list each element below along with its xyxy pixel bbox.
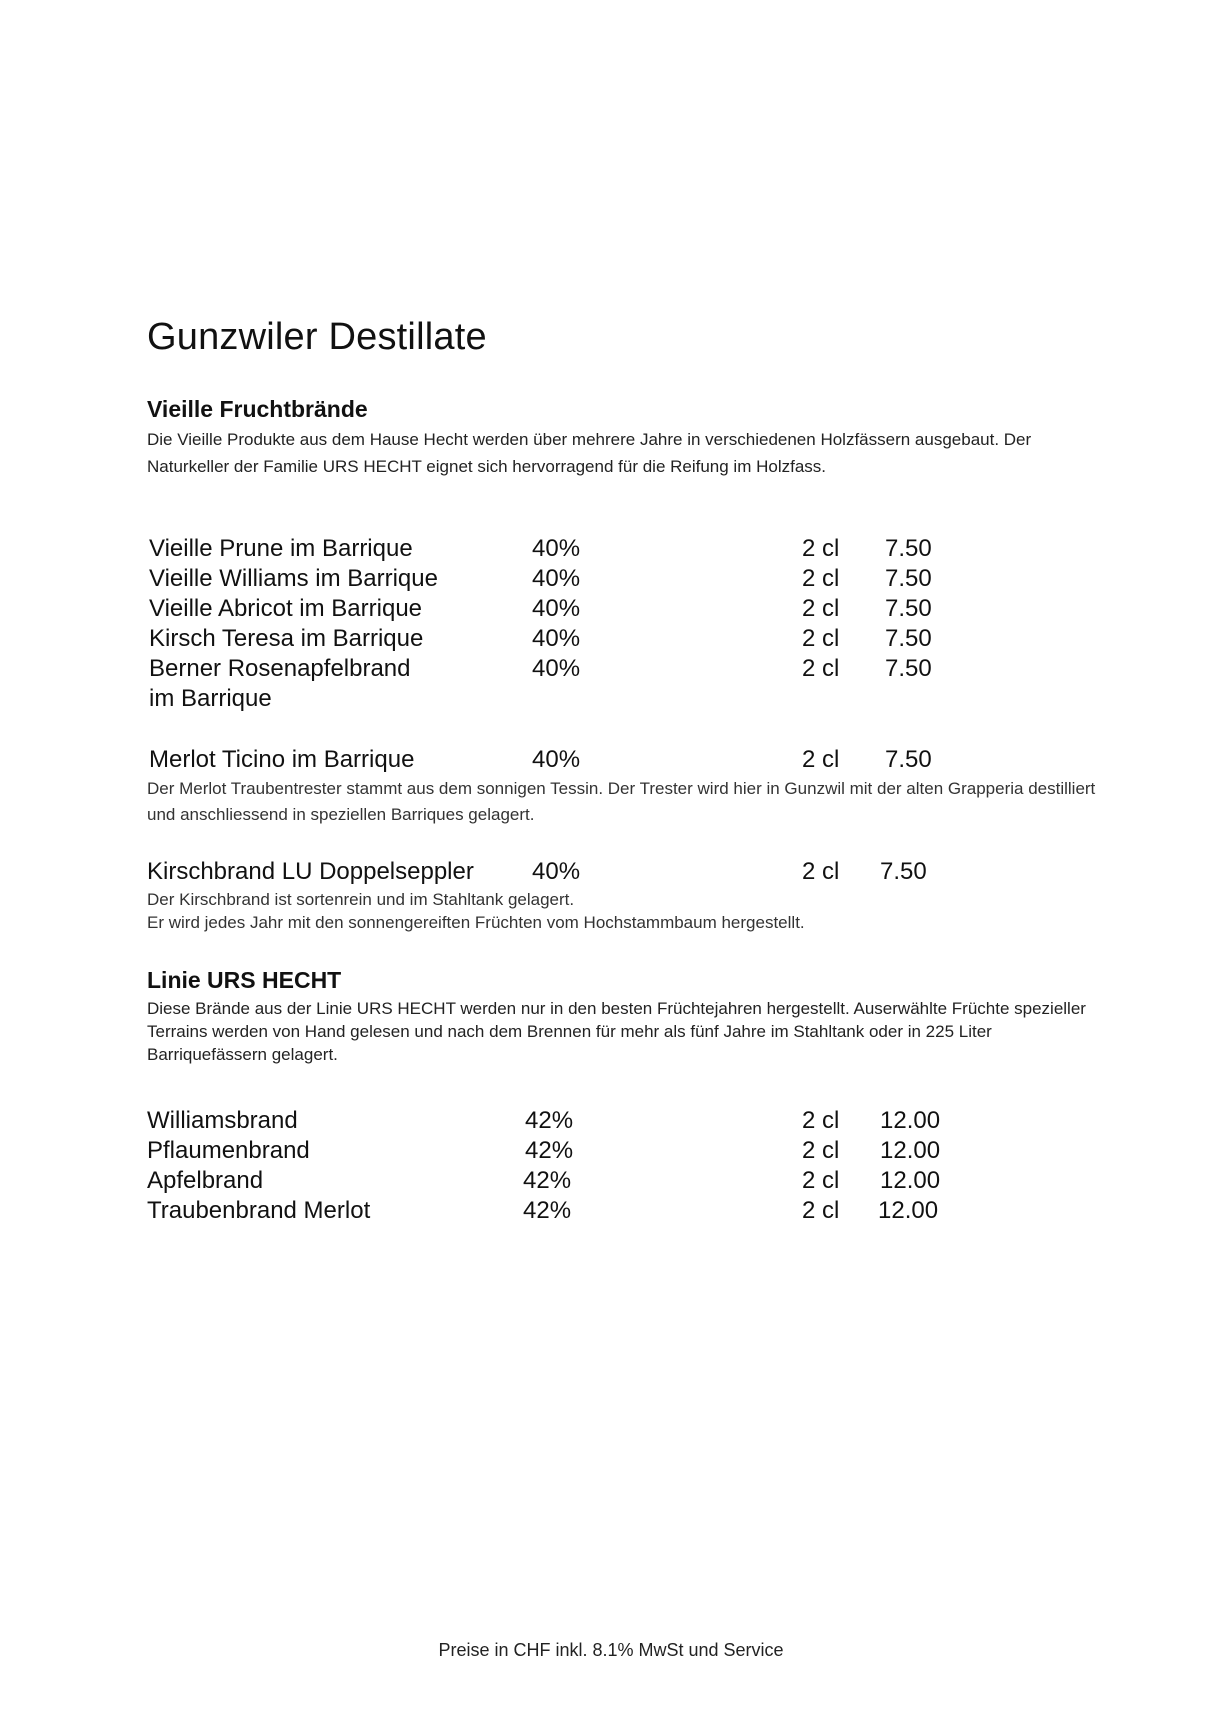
item-volume: 2 cl: [802, 535, 840, 562]
item-alcohol: 42%: [525, 1107, 574, 1134]
item-alcohol: 40%: [532, 565, 581, 592]
menu-item-row: [149, 595, 1149, 625]
item-name: Berner Rosenapfelbrand: [149, 655, 411, 682]
item-alcohol: 40%: [532, 655, 581, 682]
section-heading-urs-hecht: Linie URS HECHT: [147, 967, 342, 993]
item-volume: 2 cl: [802, 655, 840, 682]
item-price: 7.50: [885, 625, 932, 652]
item-alcohol: 40%: [532, 625, 581, 652]
menu-item-row: [147, 1107, 1147, 1137]
item-name: Vieille Abricot im Barrique: [149, 595, 423, 622]
item-volume: 2 cl: [802, 1107, 840, 1134]
item-price: 12.00: [880, 1167, 941, 1194]
item-volume: 2 cl: [802, 565, 840, 592]
section-description-urs-hecht: Diese Brände aus der Linie URS HECHT werden nur in den besten Früchtejahren hergestellt. Auserwählte Früchte spezieller Terrains werden von Hand gelesen und nach dem Brennen für mehr als fünf Jahre im Stahltank oder in 225 Liter Barriquefässern gelagert.: [147, 999, 1086, 1064]
item-alcohol: 40%: [532, 535, 581, 562]
menu-item-row: [147, 1137, 1147, 1167]
menu-item-row: [149, 655, 1149, 685]
menu-item-row: [147, 858, 1147, 888]
item-price: 7.50: [885, 655, 932, 682]
item-price: 7.50: [885, 595, 932, 622]
item-alcohol: 42%: [523, 1167, 572, 1194]
item-volume: 2 cl: [802, 625, 840, 652]
item-name: Pflaumenbrand: [147, 1137, 310, 1164]
item-price: 7.50: [880, 858, 927, 885]
item-name: Apfelbrand: [147, 1167, 264, 1194]
item-price: 12.00: [880, 1107, 941, 1134]
item-alcohol: 40%: [532, 595, 581, 622]
item-name: Kirschbrand LU Doppelseppler: [147, 858, 474, 885]
section-heading-vieille: Vieille Fruchtbrände: [147, 396, 368, 422]
item-name: Williamsbrand: [147, 1107, 298, 1134]
item-volume: 2 cl: [802, 858, 840, 885]
item-note-merlot: Der Merlot Traubentrester stammt aus dem sonnigen Tessin. Der Trester wird hier in Gunzwil mit der alten Grapperia destilliert und anschliessend in speziellen Barriques gelagert.: [147, 779, 1096, 824]
menu-item-row: [147, 1197, 1147, 1227]
item-price: 7.50: [885, 565, 932, 592]
menu-item-row: [149, 746, 1149, 776]
section-description-vieille: Die Vieille Produkte aus dem Hause Hecht werden über mehrere Jahre in verschiedenen Holzfässern ausgebaut. Der Naturkeller der Familie URS HECHT eignet sich hervorragend für die Reifung im Holzfass.: [147, 430, 1032, 476]
menu-item-row: [149, 565, 1149, 595]
menu-item-row: [147, 1167, 1147, 1197]
item-alcohol: 40%: [532, 746, 581, 773]
item-note-kirsch-line2: Er wird jedes Jahr mit den sonnengereiften Früchten vom Hochstammbaum hergestellt.: [147, 913, 805, 932]
item-price: 7.50: [885, 746, 932, 773]
page-title: Gunzwiler Destillate: [147, 316, 487, 358]
menu-item-name-continuation: [149, 685, 1149, 715]
item-note-kirsch-line1: Der Kirschbrand ist sortenrein und im Stahltank gelagert.: [147, 890, 575, 909]
item-name: Vieille Williams im Barrique: [149, 565, 438, 592]
item-price: 7.50: [885, 535, 932, 562]
item-alcohol: 40%: [532, 858, 581, 885]
item-alcohol: 42%: [523, 1197, 572, 1224]
item-volume: 2 cl: [802, 1197, 840, 1224]
item-volume: 2 cl: [802, 595, 840, 622]
item-price: 12.00: [880, 1137, 941, 1164]
menu-item-row: [149, 535, 1149, 565]
item-name: Vieille Prune im Barrique: [149, 535, 413, 562]
item-volume: 2 cl: [802, 1167, 840, 1194]
item-volume: 2 cl: [802, 1137, 840, 1164]
item-price: 12.00: [878, 1197, 939, 1224]
item-name: Merlot Ticino im Barrique: [149, 746, 415, 773]
item-name: Traubenbrand Merlot: [147, 1197, 371, 1224]
price-footer-note: Preise in CHF inkl. 8.1% MwSt und Service: [438, 1640, 784, 1660]
item-name: Kirsch Teresa im Barrique: [149, 625, 424, 652]
item-volume: 2 cl: [802, 746, 840, 773]
item-name-continuation: im Barrique: [149, 685, 272, 712]
menu-item-row: [149, 625, 1149, 655]
item-alcohol: 42%: [525, 1137, 574, 1164]
